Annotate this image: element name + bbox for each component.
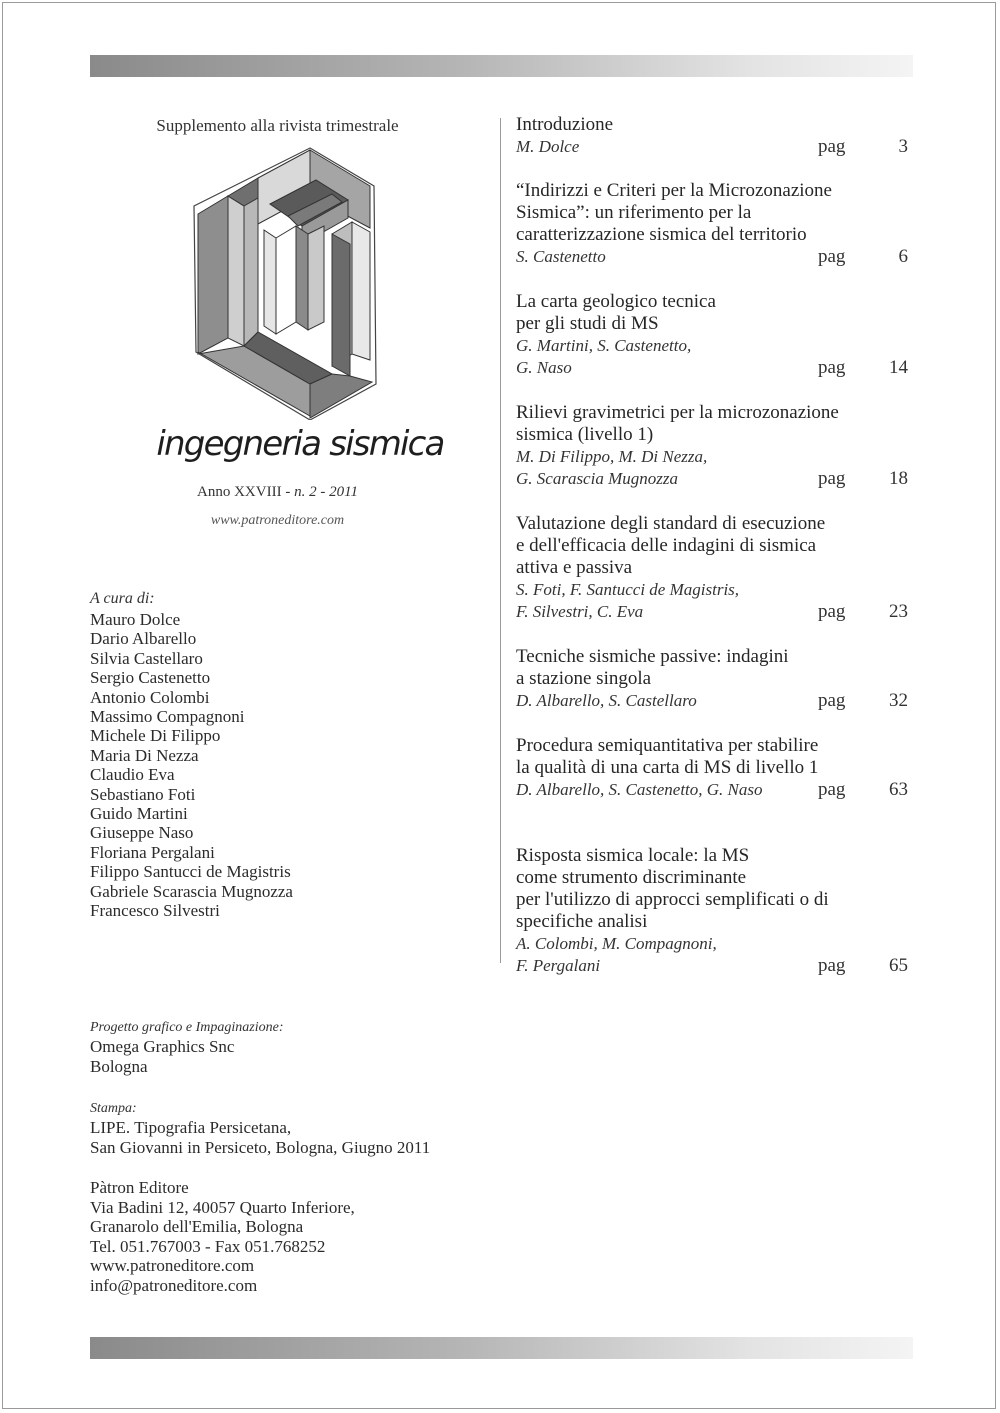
supplement-note: Supplemento alla rivista trimestrale	[156, 116, 399, 135]
toc-entry-authors: M. Di Filippo, M. Di Nezza,	[516, 447, 708, 466]
graphics-line: Bologna	[90, 1056, 148, 1076]
toc-entry-title: Procedura semiquantitativa per stabilire	[516, 735, 819, 756]
toc-pag-label: pag	[818, 690, 846, 711]
toc-entry-title: sismica (livello 1)	[516, 424, 654, 445]
publisher-line: Granarolo dell'Emilia, Bologna	[90, 1217, 304, 1236]
editor-name: Giuseppe Naso	[90, 823, 194, 843]
print-credit	[90, 1118, 430, 1157]
editor-name: Sebastiano Foti	[90, 784, 196, 804]
toc-entry-authors: F. Pergalani	[516, 956, 601, 975]
graphics-line: Omega Graphics Snc	[90, 1037, 235, 1056]
editors-label: A cura di:	[90, 590, 155, 607]
website: www.patroneditore.com	[210, 513, 345, 528]
toc-entry-title: per l'utilizzo di approcci semplificati o di	[516, 889, 829, 910]
toc-entry-title: per gli studi di MS	[516, 313, 659, 334]
toc-page-number: 6	[898, 246, 908, 267]
toc-entry-title: Risposta sismica locale: la MS	[516, 845, 750, 866]
editors-list	[90, 610, 293, 921]
toc-page-number: 32	[889, 690, 908, 711]
toc-pag-label: pag	[818, 468, 846, 489]
toc-page-number: 23	[889, 601, 908, 622]
toc-pag-label: pag	[818, 246, 846, 267]
toc-entry-title: Sismica”: un riferimento per la	[516, 202, 752, 223]
toc-entry	[516, 845, 908, 977]
toc-entry-title: attiva e passiva	[516, 557, 633, 578]
issue-number: - n. 2 - 2011	[285, 484, 358, 500]
publisher-info	[90, 1178, 355, 1295]
bottom-gradient-band	[90, 1337, 913, 1359]
toc-page-number: 14	[889, 357, 908, 378]
toc-pag-label: pag	[818, 136, 846, 157]
print-line: San Giovanni in Persiceto, Bologna, Giugno 2011	[90, 1137, 431, 1157]
print-line: LIPE. Tipografia Persicetana,	[90, 1118, 292, 1137]
toc-entry	[516, 513, 908, 623]
toc-entry-authors: S. Foti, F. Santucci de Magistris,	[516, 580, 740, 599]
editor-name: Sergio Castenetto	[90, 668, 211, 688]
print-label: Stampa:	[90, 1101, 137, 1116]
editor-name: Francesco Silvestri	[90, 901, 220, 921]
graphics-credit	[90, 1037, 234, 1076]
editor-name: Antonio Colombi	[90, 687, 210, 707]
editor-name: Mauro Dolce	[90, 610, 181, 629]
toc-entry-title: “Indirizzi e Criteri per la Microzonazione	[516, 180, 832, 201]
toc-entry-authors: D. Albarello, S. Castenetto, G. Naso	[516, 780, 763, 799]
editor-name: Massimo Compagnoni	[90, 707, 245, 727]
toc-entry-title: Rilievi gravimetrici per la microzonazione	[516, 402, 839, 423]
toc-entry-title: caratterizzazione sismica del territorio	[516, 224, 807, 245]
toc-entry-authors: M. Dolce	[516, 137, 580, 156]
column-divider	[500, 118, 501, 963]
editor-name: Maria Di Nezza	[90, 745, 199, 765]
toc-entry-title: Tecniche sismiche passive: indagini	[516, 646, 789, 667]
editor-name: Michele Di Filippo	[90, 726, 221, 746]
editor-name: Floriana Pergalani	[90, 842, 215, 862]
toc-page-number: 18	[889, 468, 908, 489]
toc-entry	[516, 291, 908, 379]
toc-entry	[516, 646, 908, 712]
toc-entry-authors: F. Silvestri, C. Eva	[516, 602, 644, 621]
toc-entry-authors: G. Martini, S. Castenetto,	[516, 336, 692, 355]
toc-entry-title: La carta geologico tecnica	[516, 291, 716, 312]
toc-entry-title: come strumento discriminante	[516, 867, 747, 888]
top-gradient-band	[90, 55, 913, 77]
publisher-line: Via Badini 12, 40057 Quarto Inferiore,	[90, 1197, 355, 1217]
toc-pag-label: pag	[818, 357, 846, 378]
toc-entry-authors: A. Colombi, M. Compagnoni,	[516, 934, 717, 953]
publisher-line: Pàtron Editore	[90, 1178, 189, 1197]
publisher-line: info@patroneditore.com	[90, 1275, 258, 1295]
toc-entry-title: e dell'efficacia delle indagini di sismica	[516, 535, 817, 556]
toc-page-number: 3	[898, 136, 908, 157]
editor-name: Dario Albarello	[90, 629, 197, 649]
journal-title: ingegneria sismica	[156, 424, 444, 464]
toc-entry-title: specifiche analisi	[516, 911, 648, 932]
toc-entry-authors: G. Scarascia Mugnozza	[516, 469, 678, 488]
toc-entry-title: a stazione singola	[516, 668, 652, 689]
editor-name: Guido Martini	[90, 804, 188, 824]
issue-line	[90, 484, 465, 501]
toc-pag-label: pag	[818, 601, 846, 622]
toc-entry-authors: G. Naso	[516, 358, 572, 377]
publisher-line: www.patroneditore.com	[90, 1256, 255, 1275]
graphics-label: Progetto grafico e Impaginazione:	[90, 1020, 284, 1035]
toc-page-number: 63	[889, 779, 908, 800]
toc-pag-label: pag	[818, 955, 846, 976]
toc-entry	[516, 735, 908, 801]
editor-name: Gabriele Scarascia Mugnozza	[90, 881, 293, 901]
toc-entry	[516, 402, 908, 490]
publisher-line: Tel. 051.767003 - Fax 051.768252	[90, 1236, 326, 1256]
toc-entry-title: Introduzione	[516, 114, 614, 135]
editor-name: Filippo Santucci de Magistris	[90, 862, 291, 882]
toc-entry	[516, 180, 908, 268]
toc-entry-title: la qualità di una carta di MS di livello 1	[516, 757, 819, 778]
editor-name: Silvia Castellaro	[90, 648, 203, 668]
issue-year: Anno XXVIII	[197, 484, 282, 500]
toc-entry-authors: S. Castenetto	[516, 247, 606, 266]
toc-entry-authors: D. Albarello, S. Castellaro	[516, 691, 697, 710]
toc-entry-title: Valutazione degli standard di esecuzione	[516, 513, 826, 534]
toc-page-number: 65	[889, 955, 908, 976]
journal-logo	[192, 146, 378, 420]
editor-name: Claudio Eva	[90, 765, 175, 785]
toc-pag-label: pag	[818, 779, 846, 800]
toc-entry	[516, 114, 908, 158]
